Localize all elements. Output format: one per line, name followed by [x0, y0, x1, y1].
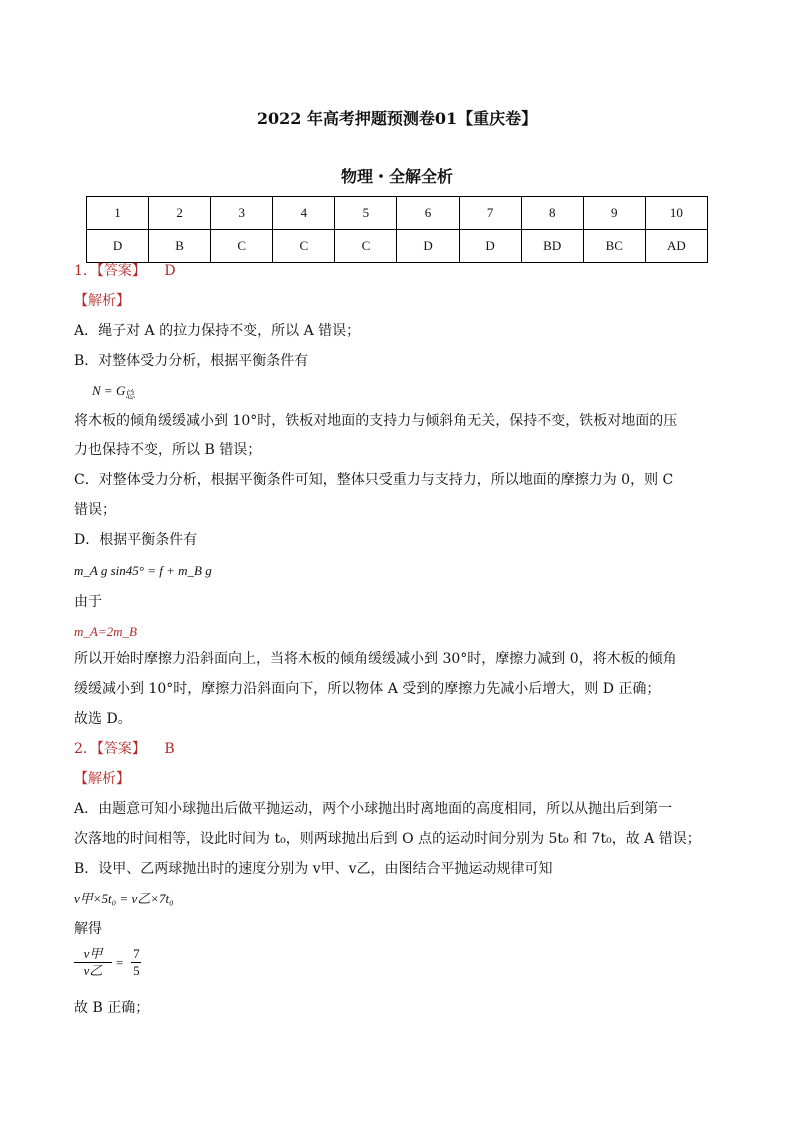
table-cell: C [273, 230, 335, 263]
equation-subscript: 总 [125, 390, 136, 401]
table-cell: D [397, 230, 459, 263]
q1-since: 由于 [74, 594, 102, 610]
q1-answer-value: D [164, 263, 176, 279]
answer-table-answer-row [87, 230, 708, 263]
table-cell: 7 [459, 197, 521, 230]
q1-equation-1 [92, 382, 135, 405]
fraction-right [131, 946, 141, 979]
q1-analysis-heading: 【解析】 [74, 293, 130, 309]
table-cell: C [211, 230, 273, 263]
q1-answer-line [74, 262, 176, 280]
page-subtitle: 物理・全解全析 [340, 167, 453, 186]
q1-choose: 故选 D。 [74, 711, 132, 727]
fraction-denominator: v乙 [83, 963, 103, 978]
q2-equation-4: v甲×5t₀ = v乙×7t₀ [74, 891, 174, 906]
table-cell: 9 [583, 197, 645, 230]
table-cell: 5 [335, 197, 397, 230]
q1-equation-3: m_A=2m_B [74, 624, 137, 639]
q2-fraction-equation [74, 946, 141, 979]
table-cell: 2 [149, 197, 211, 230]
table-cell: 6 [397, 197, 459, 230]
q2-b-text: B．设甲、乙两球抛出时的速度分别为 v甲、v乙，由图结合平抛运动规律可知 [74, 861, 553, 877]
table-cell: 3 [211, 197, 273, 230]
table-cell: D [87, 230, 149, 263]
q2-a-text-1: A．由题意可知小球抛出后做平抛运动，两个小球抛出时离地面的高度相同，所以从抛出后到第一 [74, 801, 673, 817]
page-title: 2022 年高考押题预测卷01【重庆卷】 [256, 109, 538, 128]
fraction-numerator: v甲 [83, 946, 103, 961]
q1-answer-label: 1．【答案】 [74, 263, 146, 279]
table-cell: BD [521, 230, 583, 263]
q2-solve: 解得 [74, 921, 102, 937]
q1-option-a: A．绳子对 A 的拉力保持不变，所以 A 错误； [74, 323, 361, 339]
q1-c-text-2: 错误； [74, 502, 116, 518]
q1-d-text-2: 缓缓减小到 10°时，摩擦力沿斜面向下，所以物体 A 受到的摩擦力先减小后增大，则 D 正确； [74, 681, 661, 697]
table-cell: B [149, 230, 211, 263]
equation-text: N = G [92, 383, 126, 398]
q1-d-text-1: 所以开始时摩擦力沿斜面向上，当将木板的倾角缓缓减小到 30°时，摩擦力减到 0，将木板的倾角 [74, 651, 677, 667]
table-cell: AD [645, 230, 707, 263]
q2-analysis-heading: 【解析】 [74, 771, 130, 787]
answer-table-number-row [87, 197, 708, 230]
q2-answer-label: 2．【答案】 [74, 741, 146, 757]
answer-table [86, 196, 708, 263]
q2-a-text-2: 次落地的时间相等，设此时间为 t₀，则两球抛出后到 O 点的运动时间分别为 5t₀ 和 7t₀，故 A 错误； [74, 831, 701, 847]
table-cell: BC [583, 230, 645, 263]
q2-conclusion: 故 B 正确； [74, 1000, 150, 1016]
table-cell: D [459, 230, 521, 263]
q1-b-text-2: 力也保持不变，所以 B 错误； [74, 442, 262, 458]
q1-b-text-1: 将木板的倾角缓缓减小到 10°时，铁板对地面的支持力与倾斜角无关，保持不变，铁板对地面的压 [74, 413, 678, 429]
q2-answer-line [74, 740, 175, 758]
q1-option-b: B．对整体受力分析，根据平衡条件有 [74, 353, 309, 369]
equals-sign: = [116, 954, 124, 970]
table-cell: C [335, 230, 397, 263]
fraction-numerator: 7 [133, 946, 140, 961]
table-cell: 8 [521, 197, 583, 230]
table-cell: 1 [87, 197, 149, 230]
q1-option-d: D．根据平衡条件有 [74, 532, 198, 548]
table-cell: 10 [645, 197, 707, 230]
fraction-denominator: 5 [133, 963, 140, 978]
q1-equation-2: m_A g sin45° = f + m_B g [74, 563, 212, 578]
fraction-left [74, 946, 112, 979]
q1-c-text-1: C．对整体受力分析，根据平衡条件可知，整体只受重力与支持力，所以地面的摩擦力为 0，则 C [74, 472, 674, 488]
table-cell: 4 [273, 197, 335, 230]
q2-answer-value: B [164, 741, 175, 757]
